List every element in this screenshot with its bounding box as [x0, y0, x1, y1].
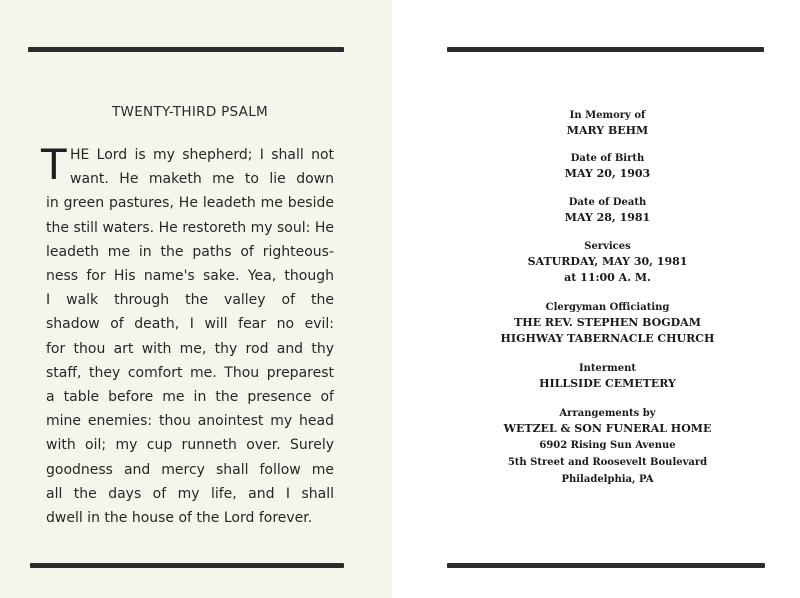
clergy-label: Clergyman Officiating — [545, 302, 670, 313]
interment-label: Interment — [578, 363, 637, 374]
birth-label: Date of Birth — [570, 153, 645, 164]
address-line-1: 6902 Rising Sun Avenue — [539, 440, 676, 451]
address-line-2: 5th Street and Roosevelt Boulevard — [507, 457, 708, 468]
psalm-line: for thou art with me, thy rod and thy — [46, 340, 334, 357]
psalm-text — [46, 143, 334, 530]
psalm-title: TWENTY-THIRD PSALM — [112, 104, 268, 120]
memorial-details — [450, 109, 765, 488]
services-date: SATURDAY, MAY 30, 1981 — [527, 255, 688, 268]
psalm-line: shadow of death, I will fear no evil: — [46, 316, 334, 333]
psalm-line: want. He maketh me to lie down — [70, 171, 334, 188]
psalm-line: all the days of my life, and I shall — [46, 485, 334, 502]
right-bottom-rule — [447, 563, 765, 568]
psalm-line: mine enemies: thou anointest my head — [46, 413, 334, 430]
psalm-line: staff, they comfort me. Thou preparest — [46, 364, 334, 381]
psalm-line: in green pastures, He leadeth me beside — [46, 195, 334, 212]
clergy-name: THE REV. STEPHEN BOGDAM — [514, 316, 701, 329]
left-top-rule — [28, 47, 344, 52]
birth-date: MAY 20, 1903 — [564, 167, 651, 180]
right-top-rule — [447, 47, 764, 52]
church-name: HIGHWAY TABERNACLE CHURCH — [500, 332, 715, 345]
death-label: Date of Death — [568, 197, 647, 208]
psalm-line: leadeth me in the paths of righteous- — [46, 243, 334, 260]
in-memory-label: In Memory of — [569, 110, 646, 121]
drop-cap: T — [41, 140, 67, 189]
funeral-home-name: WETZEL & SON FUNERAL HOME — [503, 422, 712, 435]
city-state: Philadelphia, PA — [561, 474, 654, 485]
deceased-name: MARY BEHM — [566, 124, 649, 137]
death-date: MAY 28, 1981 — [564, 211, 651, 224]
services-label: Services — [584, 241, 631, 252]
psalm-line: ness for His name's sake. Yea, though — [46, 268, 334, 285]
left-bottom-rule — [30, 563, 344, 568]
psalm-line: dwell in the house of the Lord forever. — [46, 510, 313, 527]
psalm-line: goodness and mercy shall follow me — [46, 461, 334, 478]
psalm-line: HE Lord is my shepherd; I shall not — [70, 147, 334, 163]
cemetery-name: HILLSIDE CEMETERY — [539, 377, 676, 390]
arrangements-label: Arrangements by — [559, 408, 656, 419]
psalm-line: a table before me in the presence of — [46, 389, 334, 406]
psalm-line: the still waters. He restoreth my soul: He — [46, 219, 334, 236]
services-time: at 11:00 A. M. — [564, 271, 651, 284]
psalm-line: with oil; my cup runneth over. Surely — [46, 437, 334, 454]
psalm-line: I walk through the valley of the — [46, 292, 334, 309]
